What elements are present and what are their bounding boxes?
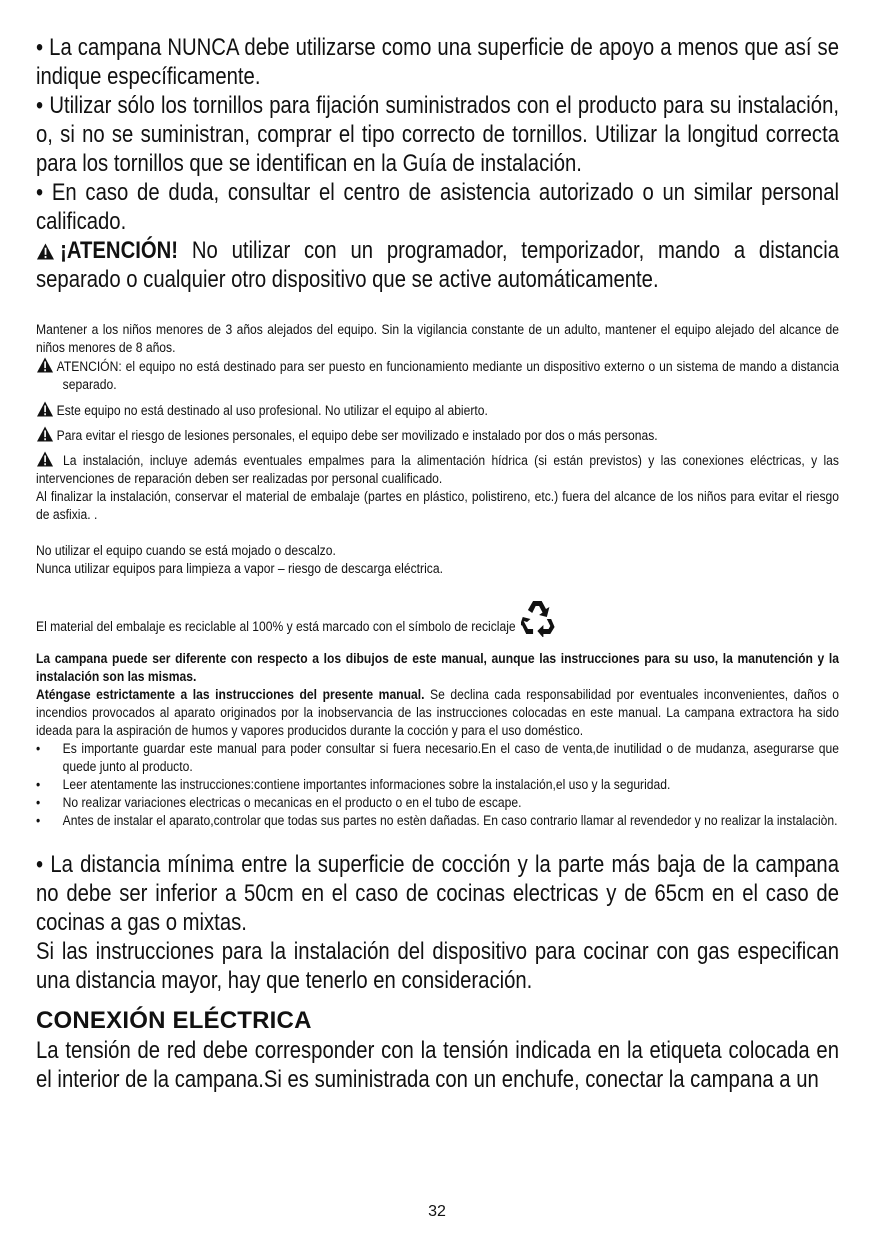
list-item: • Es importante guardar este manual para poder consultar si fuera necesario.En el caso de venta,de inutilidad o de mudanza, asegurarse que quede junto al producto. xyxy=(36,740,839,774)
two-persons-warning xyxy=(36,426,839,444)
warning-triangle-icon xyxy=(36,243,55,260)
wet-warning: No utilizar el equipo cuando se está mojado o descalzo. xyxy=(36,542,336,558)
list-item: • Leer atentamente las instrucciones:contiene importantes informaciones sobre la instalación,el uso y la seguridad. xyxy=(36,776,671,792)
qualified-personnel-text: La instalación, incluye además eventuales empalmes para la alimentación hídrica (si están previstos) y las conexiones eléctricas, y las intervenciones de reparación deben ser realizadas por personal cualificado. xyxy=(36,452,839,486)
list-item: • No realizar variaciones electricas o mecanicas en el producto o en el tubo de escape. xyxy=(36,794,522,810)
warning-triangle-icon xyxy=(36,401,54,417)
strict-instructions-text: Se declina cada responsabilidad por eventuales inconvenientes, daños o incendios provocados al aparato originados por la inobservancia de las instrucciones colocadas en este manual. La campana extractora ha sido ideada para la aspiración de humos y vapores producidos durante la cocción y para el uso doméstico. xyxy=(36,686,839,738)
gas-distance-note: Si las instrucciones para la instalación del dispositivo para cocinar con gas especifican una distancia mayor, hay que tenerlo en consideración. xyxy=(36,939,839,994)
list-item: • Antes de instalar el aparato,controlar que todas sus partes no estèn dañadas. En caso contrario llamar al revendedor y no realizar la instalaciòn. xyxy=(36,812,838,828)
design-difference-note xyxy=(36,649,839,685)
screws-instruction: • Utilizar sólo los tornillos para fijación suministrados con el producto para su instalación, o, si no se suministran, comprar el tipo correcto de tornillos. Utilizar la longitud correcta para los tornillos que se identifican en la Guía de instalación. xyxy=(36,93,839,177)
design-difference-text: La campana puede ser diferente con respecto a los dibujos de este manual, aunque las instrucciones para su uso, la manutención y la instalación son las mismas. xyxy=(36,650,839,684)
document-page xyxy=(36,34,839,1095)
page-number: 32 xyxy=(428,1203,446,1220)
distance-instruction: • La distancia mínima entre la superficie de cocción y la parte más baja de la campana no debe ser inferior a 50cm en el caso de cocinas electricas y de 65cm en el caso de cocinas a gas o mixtas. xyxy=(36,852,839,936)
recycle-note xyxy=(36,597,839,637)
recycle-text: El material del embalaje es reciclable al 100% y está marcado con el símbolo de reciclaje xyxy=(36,618,516,634)
attention-text: No utilizar con un programador, temporizador, mando a distancia separado o cualquier otro dispositivo que se active automáticamente. xyxy=(36,238,839,293)
professional-use-text: Este equipo no está destinado al uso profesional. No utilizar el equipo al abierto. xyxy=(56,402,488,418)
recycle-icon xyxy=(521,597,555,637)
packaging-warning: Al finalizar la instalación, conservar el material de embalaje (partes en plástico, polistireno, etc.) fuera del alcance de los niños para evitar el riesgo de asfixia. . xyxy=(36,488,839,522)
qualified-personnel-warning xyxy=(36,451,839,487)
strict-instructions-note xyxy=(36,685,839,739)
attention-label: ¡ATENCIÓN! xyxy=(60,238,179,264)
external-device-warning xyxy=(36,357,839,393)
doubt-instruction: • En caso de duda, consultar el centro de asistencia autorizado o un similar personal calificado. xyxy=(36,180,839,235)
warning-triangle-icon xyxy=(36,426,54,442)
hood-support-warning: • La campana NUNCA debe utilizarse como una superficie de apoyo a menos que así se indique específicamente. xyxy=(36,35,839,90)
warning-triangle-icon xyxy=(36,451,54,467)
strict-instructions-bold: Aténgase estrictamente a las instrucciones del presente manual. xyxy=(36,686,425,702)
external-device-text: ATENCIÓN: el equipo no está destinado para ser puesto en funcionamiento mediante un dispositivo externo o un sistema de mando a distancia separado. xyxy=(56,358,839,392)
warning-triangle-icon xyxy=(36,357,54,373)
children-warning: Mantener a los niños menores de 3 años alejados del equipo. Sin la vigilancia constante de un adulto, mantener el equipo alejado del alcance de niños menores de 8 años. xyxy=(36,321,839,355)
electrical-text: La tensión de red debe corresponder con la tensión indicada en la etiqueta colocada en el interior de la campana.Si es suministrada con un enchufe, conectar la campana a un xyxy=(36,1038,839,1093)
two-persons-text: Para evitar el riesgo de lesiones personales, el equipo debe ser movilizado e instalado por dos o más personas. xyxy=(56,427,658,443)
electrical-heading: CONEXIÓN ELÉCTRICA xyxy=(36,1007,312,1034)
steam-warning: Nunca utilizar equipos para limpieza a vapor – riesgo de descarga eléctrica. xyxy=(36,560,443,576)
attention-paragraph xyxy=(36,237,839,295)
professional-use-warning xyxy=(36,401,839,419)
